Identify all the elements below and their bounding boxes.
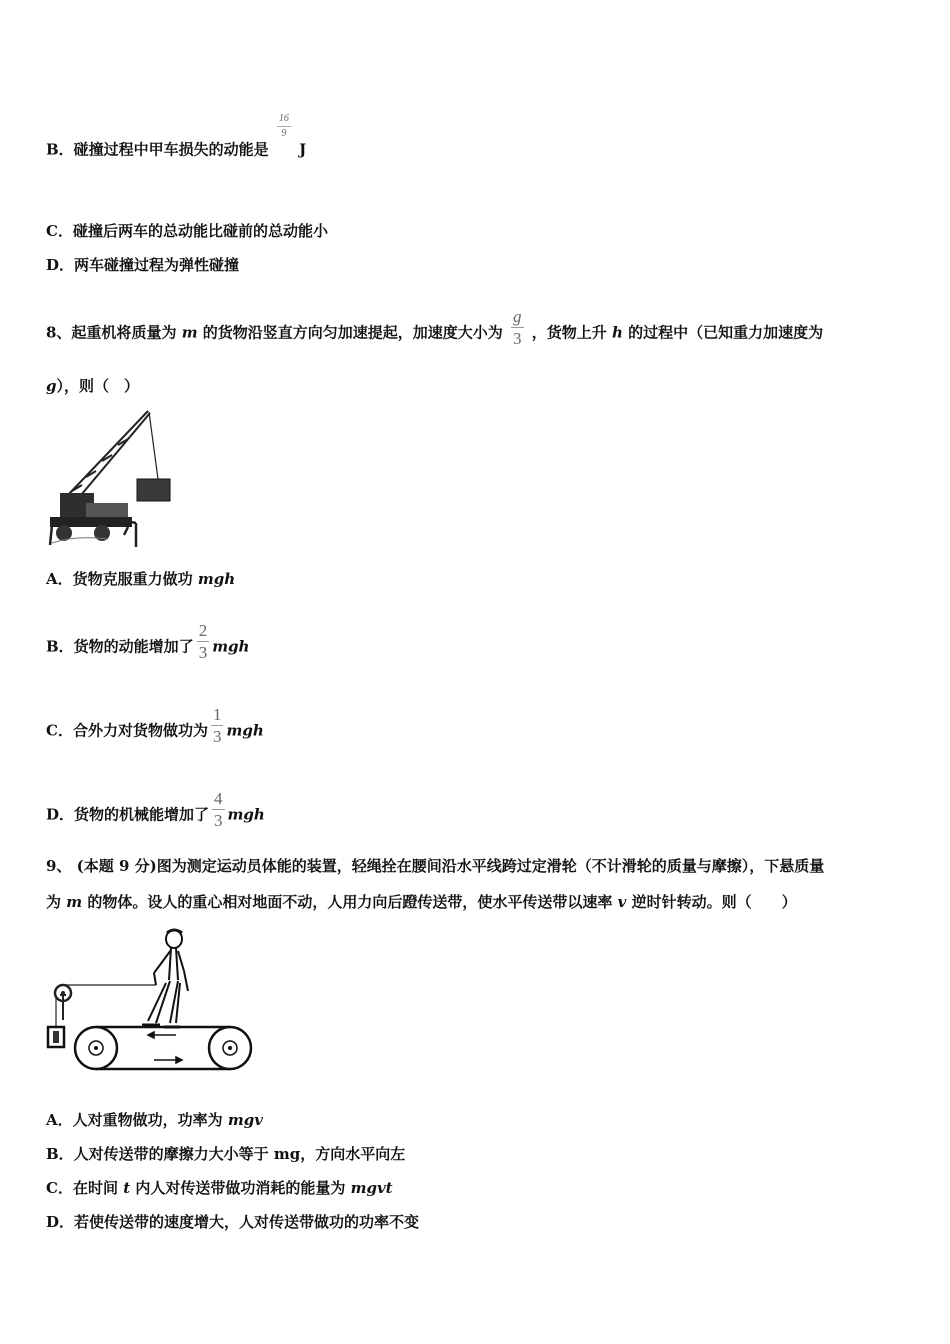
q8-accel-denominator: 3 [513,329,522,348]
q8-option-d-numerator: 4 [214,789,223,808]
q9-option-a-label: A．人对重物做功，功率为 [46,1111,223,1129]
pulley-axle [61,991,65,995]
q8-option-b-label: B．货物的动能增加了 [46,637,194,656]
conveyor-right-roller-axle [228,1046,232,1050]
q7-option-b-fraction [277,114,291,139]
q7-option-b-numerator: 16 [277,114,291,127]
q9-stem2-c: 逆时针转动。则（ ） [631,893,797,911]
q8-stem-line1 [46,307,824,353]
q8-option-d [46,789,265,835]
q8-option-c-denominator: 3 [212,727,222,746]
q7-option-c: C．碰撞后两车的总动能比碰前的总动能小 [46,222,328,240]
q9-option-a [46,1110,263,1130]
q9-option-c-label-b: 内人对传送带做功消耗的能量为 [135,1179,346,1197]
crane-cable [149,412,158,479]
hanging-weight-inner [53,1031,59,1043]
q7-option-b [46,113,307,163]
q9-option-a-expr: mgv [227,1111,263,1129]
q8-option-d-denominator: 3 [214,811,223,830]
crane-body [50,493,132,527]
q8-option-c-numerator: 1 [212,705,222,724]
q8-option-b-denominator: 3 [198,643,208,662]
q9-var-t: t [123,1179,131,1197]
pulley-stand [60,995,66,1020]
q8-option-b-numerator: 2 [198,621,208,640]
q9-var-v: v [617,893,627,911]
q8-option-a-label: A．货物克服重力做功 [46,570,193,588]
q8-var-g: g [46,377,57,395]
q8-option-b [46,621,250,667]
q9-option-d: D．若使传送带的速度增大，人对传送带做功的功率不变 [46,1213,420,1231]
q8-var-h: h [612,323,623,342]
q9-option-c-expr: mgvt [350,1179,393,1197]
q9-stem-line1: 9、 (本题 9 分)图为测定运动员体能的装置，轻绳拴在腰间沿水平线跨过定滑轮（不计滑轮的质量与摩擦），下悬质量 [46,857,825,875]
q8-option-a-expr: mgh [197,570,236,588]
q8-accel-numerator: g [513,307,522,326]
belt-direction-arrow [148,1032,182,1063]
q8-stem-d: 的过程中（已知重力加速度为 [628,323,824,342]
q9-stem2-b: 的物体。设人的重心相对地面不动，人用力向后蹬传送带，使水平传送带以速率 [87,893,613,911]
crane-figure [46,405,176,550]
q7-option-d: D．两车碰撞过程为弹性碰撞 [46,256,240,274]
q9-option-c-label-a: C．在时间 [46,1179,118,1197]
q7-option-b-denominator: 9 [281,128,287,139]
q7-option-b-unit: J [299,140,307,159]
q8-stem-b: 的货物沿竖直方向匀加速提起，加速度大小为 [202,323,503,342]
q8-option-c-expr: mgh [226,721,264,740]
q7-option-b-label: B．碰撞过程中甲车损失的动能是 [46,140,269,159]
q8-option-d-label: D．货物的机械能增加了 [46,805,210,824]
q9-stem-line2 [46,892,797,912]
q8-option-b-fraction [197,622,210,661]
q8-stem-c: ，货物上升 [531,323,607,342]
q9-option-c [46,1178,393,1198]
q8-stem2-rest: ），则（ ） [56,377,140,395]
q9-var-m: m [66,893,83,911]
conveyor-left-roller-axle [94,1046,98,1050]
crane-load [137,479,170,501]
q8-accel-fraction [511,308,524,347]
q8-option-c-fraction [211,706,224,745]
q9-option-b: B．人对传送带的摩擦力大小等于 mg，方向水平向左 [46,1145,406,1163]
q8-option-b-expr: mgh [212,637,250,656]
q8-stem-a: 8、起重机将质量为 [46,323,177,342]
q8-option-a [46,569,235,589]
q8-option-d-expr: mgh [227,805,265,824]
q8-stem-line2 [46,376,139,396]
treadmill-figure [44,925,254,1075]
q9-stem2-a: 为 [46,893,62,911]
q8-option-c-label: C．合外力对货物做功为 [46,721,208,740]
q8-option-d-fraction [212,790,225,829]
runner-person [142,930,188,1027]
q8-var-m: m [181,323,198,342]
q8-option-c [46,705,264,751]
